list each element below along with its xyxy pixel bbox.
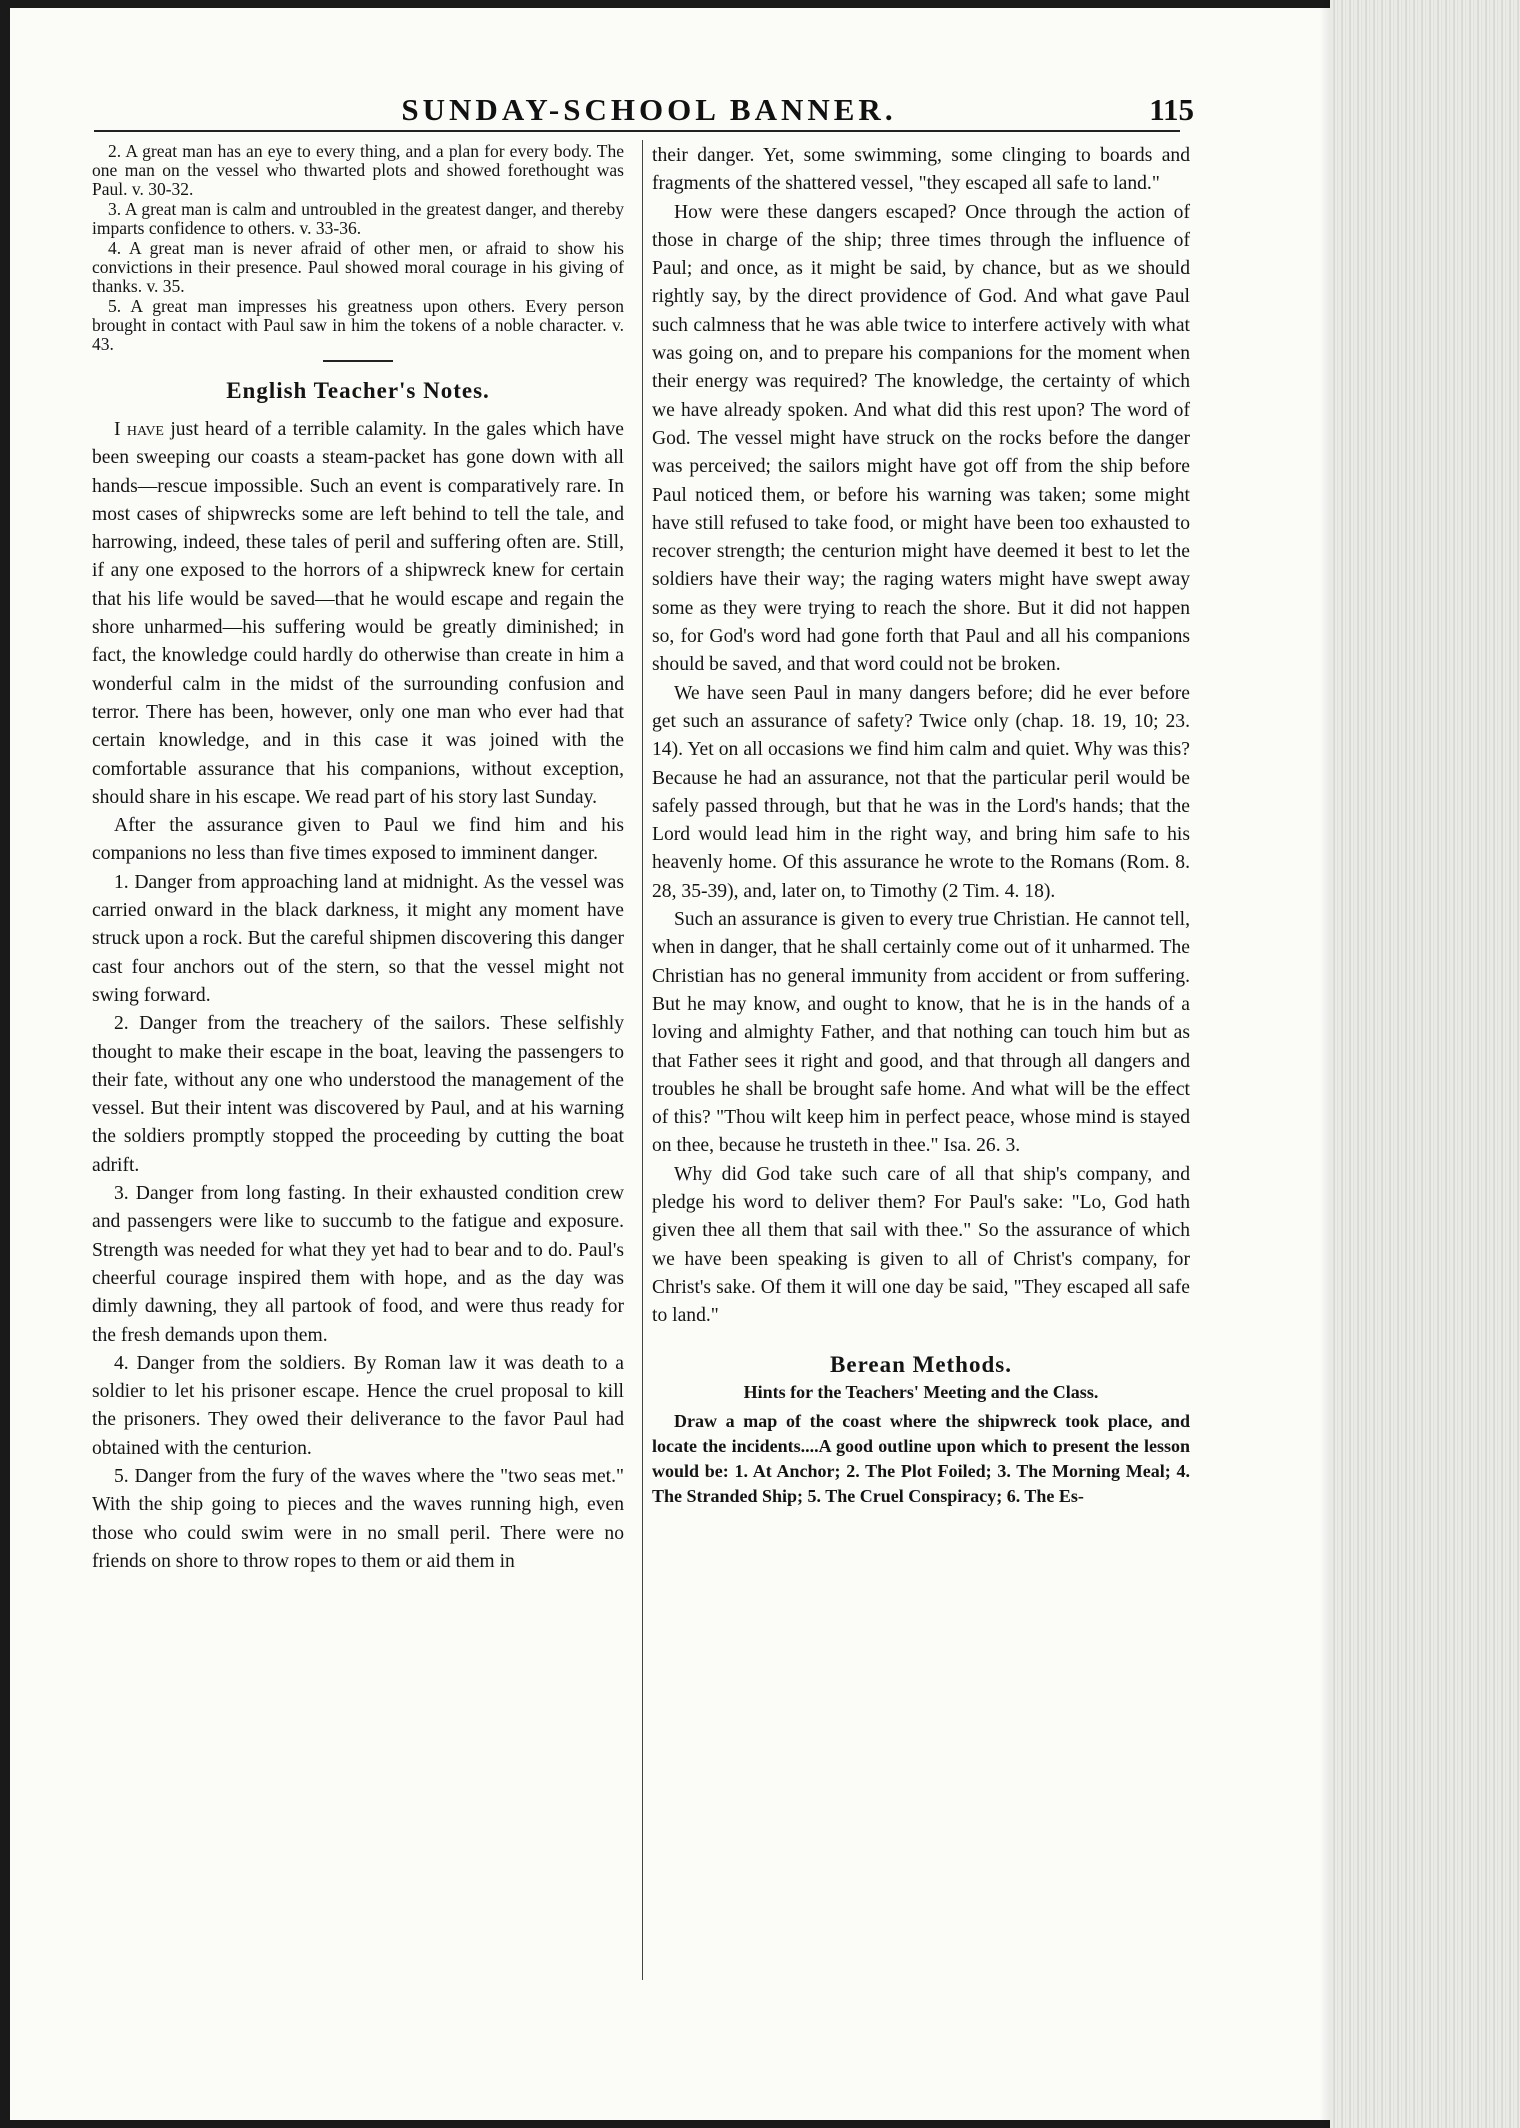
lead-word: I have — [114, 419, 164, 440]
header-rule — [94, 130, 1180, 132]
page-number: 115 — [1149, 92, 1194, 127]
journal-title: SUNDAY-SCHOOL BANNER. — [401, 92, 897, 127]
notes-body-left — [92, 416, 624, 1576]
book-page-edges — [1330, 0, 1520, 2128]
notes-body-right — [652, 142, 1190, 1330]
running-header — [104, 92, 1194, 132]
paragraph: 3. Danger from long fasting. In their exhausted condition crew and passengers were like to succumb to the fatigue and exposure. Strength was needed for what they yet had to bear and to do. Paul's cheerful courage inspired them with hope, and as the day was dimly dawning, they all partook of food, and were thus ready for the fresh demands upon them. — [92, 1183, 624, 1346]
paragraph: How were these dangers escaped? Once through the action of those in charge of the ship; three times through the influence of Paul; and once, as it might be said, by chance, but as we should rightly say, by the direct providence of God. And what gave Paul such calmness that he was able twice to interfere actively with what was going on, and to prepare his companions for the moment when their energy was required? The knowledge, the certainty of which we have already spoken. And what did this rest upon? The word of God. The vessel might have struck on the rocks before the danger was perceived; the sailors might have got off from the ship before Paul noticed them, or before his warning was taken; some might have still refused to take food, or might have been too exhausted to recover strength; the centurion might have deemed it best to let the soldiers have their way; the raging waters might have swept away some as they were trying to reach the shore. But it did not happen so, for God's word had gone forth that Paul and all his companions should be saved, and that word could not be broken. — [652, 201, 1190, 676]
paragraph: 2. Danger from the treachery of the sailors. These selfishly thought to make their escape in the boat, leaving the passengers to their fate, without any one who understood the management of the vessel. But their intent was discovered by Paul, and at his warning the soldiers promptly stopped the proceeding by cutting the boat adrift. — [92, 1013, 624, 1176]
paragraph: After the assurance given to Paul we find him and his companions no less than five times exposed to imminent danger. — [92, 815, 624, 865]
lesson-points — [92, 142, 624, 354]
notes-heading: English Teacher's Notes. — [226, 378, 490, 403]
paragraph: 5. Danger from the fury of the waves where the "two seas met." With the ship going to pieces and the waves running high, even those who could swim were in no small peril. There were no friends on shore to throw ropes to them or aid them in — [92, 1465, 624, 1572]
paragraph: 4. Danger from the soldiers. By Roman law it was death to a soldier to let his prisoner escape. Hence the cruel proposal to kill the prisoners. They owed their deliverance to the favor Paul had obtained with the centurion. — [92, 1352, 624, 1459]
methods-heading: Berean Methods. — [830, 1352, 1012, 1378]
paragraph: Why did God take such care of all that ship's company, and pledge his word to deliver them? For Paul's sake: "Lo, God hath given thee all them that sail with thee." So the assurance of which we have been speaking is given to all of Christ's company, for Christ's sake. Of them it will one day be said, "They escaped all safe to land." — [652, 1163, 1190, 1327]
lesson-point: 4. A great man is never afraid of other men, or afraid to show his convictions in their presence. Paul showed moral courage in his giving of thanks. v. 35. — [92, 238, 624, 296]
methods-subheading: Hints for the Teachers' Meeting and the Class. — [743, 1382, 1099, 1403]
right-column — [652, 142, 1190, 1509]
left-column — [92, 142, 624, 1576]
paragraph: 1. Danger from approaching land at midnight. As the vessel was carried onward in the black darkness, it might any moment have struck upon a rock. But the careful shipmen discovering this danger cast four anchors out of the stern, so that the vessel might not swing forward. — [92, 871, 624, 1006]
paragraph — [92, 416, 624, 812]
lesson-point: 2. A great man has an eye to every thing, and a plan for every body. The one man on the vessel who thwarted plots and showed forethought was Paul. v. 30-32. — [92, 141, 624, 199]
paragraph: their danger. Yet, some swimming, some clinging to boards and fragments of the shattered vessel, "they escaped all safe to land." — [652, 145, 1190, 195]
paragraph: Draw a map of the coast where the shipwreck took place, and locate the incidents....A good outline upon which to present the lesson would be: 1. At Anchor; 2. The Plot Foiled; 3. The Morning Meal; 4. The Stranded Ship; 5. The Cruel Conspiracy; 6. The Es- — [652, 1411, 1190, 1507]
paragraph: We have seen Paul in many dangers before; did he ever before get such an assurance of safety? Twice only (chap. 18. 19, 10; 23. 14). Yet on all occasions we find him calm and quiet. Why was this? Because he had an assurance, not that the particular peril would be safely passed through, but that he was in the Lord's hands; that the Lord would lead him in the right way, and bring him safe to his heavenly home. Of this assurance he wrote to the Romans (Rom. 8. 28, 35-39), and, later on, to Timothy (2 Tim. 4. 18). — [652, 682, 1190, 902]
lesson-point: 5. A great man impresses his greatness upon others. Every person brought in contact with Paul saw in him the tokens of a noble character. v. 43. — [92, 296, 624, 354]
section-rule — [323, 360, 393, 362]
paragraph: Such an assurance is given to every true Christian. He cannot tell, when in danger, that he shall certainly come out of it unharmed. The Christian has no general immunity from accident or from suffering. But he may know, and ought to know, that he is in the hands of a loving and almighty Father, and that nothing can touch him but as that Father sees it right and good, and that through all dangers and troubles he shall be brought safe home. And what will be the effect of this? "Thou wilt keep him in perfect peace, whose mind is stayed on thee, because he trusteth in thee." Isa. 26. 3. — [652, 909, 1190, 1157]
paragraph-text: just heard of a terrible calamity. In the gales which have been sweeping our coasts a steam-packet has gone down with all hands—rescue impossible. Such an event is comparatively rare. In most cases of shipwrecks some are left behind to tell the tale, and harrowing, indeed, these tales of peril and suffering often are. Still, if any one exposed to the horrors of a shipwreck knew for certain that his life would be saved—that he would escape and regain the shore unharmed—his suffering would be greatly diminished; in fact, the knowledge could hardly do otherwise than create in him a wonderful calm in the midst of the surrounding confusion and terror. There has been, however, only one man who ever had that certain knowledge, and in this case it was joined with the comfortable assurance that his companions, without exception, should share in his escape. We read part of his story last Sunday. — [92, 419, 624, 808]
column-divider — [642, 140, 643, 1980]
lesson-point: 3. A great man is calm and untroubled in the greatest danger, and thereby imparts confidence to others. v. 33-36. — [92, 199, 624, 238]
methods-body — [652, 1409, 1190, 1509]
